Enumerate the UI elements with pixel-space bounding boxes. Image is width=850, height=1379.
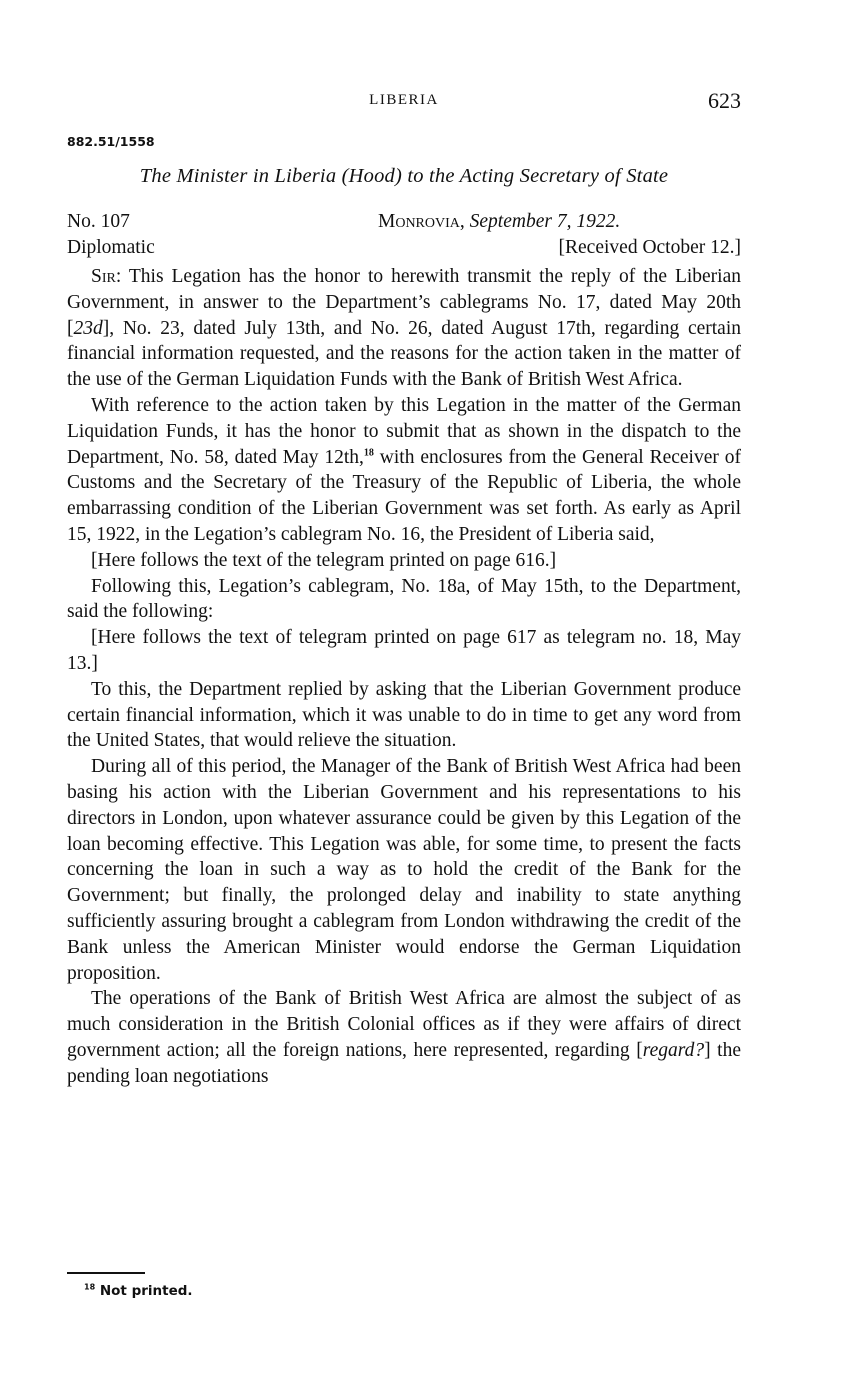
dispatch-number: No. 107 (67, 211, 130, 232)
editorial-insert: regard? (642, 1039, 705, 1061)
running-title: LIBERIA (369, 92, 439, 108)
paragraph: During all of this period, the Manager of the Bank of British West Africa had been basing his action with the Liberian Government and his representations to his directors in London, upon whatever assurance could be given by this Legation of the loan becoming effective. This Legation was able, for some time, to present the facts concerning the loan in such a way as to hold the credit of the Bank for the Government; but finally, the prolonged delay and inability to state anything sufficiently assuring brought a cablegram from London withdrawing the credit of the Bank unless the American Minister would endorse the German Liquidation proposition. (67, 756, 741, 984)
editorial-insert: 23d (73, 317, 103, 339)
paragraph-text: ], No. 23, dated July 13th, and No. 26, dated August 17th, regarding certain financial information requested, and the reasons for the action taken in the matter of the use of the German Liquidation Funds with the Bank of British West Africa. (67, 317, 741, 391)
document-heading: The Minister in Liberia (Hood) to the Acting Secretary of State (139, 165, 669, 187)
received-date: [Received October 12.] (558, 237, 741, 258)
paragraph-text: : This Legation has the honor to herewith transmit the reply of the Liberian Government, in answer to the Department’s cablegrams No. 17, dated May 20th [ (67, 266, 741, 339)
paragraph-text: With reference to the action taken by this Legation in the matter of the German Liquidation Funds, it has the honor to submit that as shown in the dispatch to the Department, No. 58, dated May 12th, (67, 394, 741, 468)
dispatch-place-date (378, 211, 620, 233)
footnote-reference: 18 (363, 447, 374, 459)
dispatch-date: September 7, 1922. (469, 211, 621, 232)
paragraph: To this, the Department replied by asking that the Liberian Government produce certain financial information, which it was unable to do in time to get any word from the United States, that would relieve the situation. (67, 678, 741, 752)
footnote-text: Not printed. (99, 1283, 193, 1299)
letter-body (67, 264, 741, 1090)
dispatch-category: Diplomatic (67, 237, 155, 258)
dispatch-place: Monrovia, (378, 211, 465, 232)
footnote-divider (67, 1272, 145, 1274)
footnote-number: 18 (84, 1282, 96, 1292)
paragraph-text: with enclosures from the General Receiver of Customs and the Secretary of the Treasury of the Republic of Liberia, the whole embarrassing condition of the Liberian Government was set forth. As early as April 15, 1922, in the Legation’s cablegram No. 16, the President of Liberia said, (67, 446, 741, 545)
footnote (84, 1283, 193, 1299)
dispatch-meta-row (67, 237, 741, 263)
running-head (67, 88, 741, 118)
paragraph: Following this, Legation’s cablegram, No. 18a, of May 15th, to the Department, said the following: (67, 575, 741, 623)
page-number: 623 (708, 88, 741, 113)
paragraph (67, 393, 741, 548)
paragraph (67, 986, 741, 1089)
paragraph-text: ] the pending loan negotiations (67, 1039, 742, 1087)
file-number: 882.51/1558 (67, 134, 155, 149)
salutation: Sir (91, 266, 116, 287)
dispatch-meta-row (67, 211, 741, 237)
paragraph (67, 264, 741, 393)
paragraph: [Here follows the text of telegram printed on page 617 as telegram no. 18, May 13.] (67, 627, 741, 674)
paragraph: [Here follows the text of the telegram printed on page 616.] (91, 549, 557, 571)
paragraph-text: The operations of the Bank of British West Africa are almost the subject of as much consideration in the British Colonial offices as if they were affairs of direct government action; all the foreign nations, here represented, regarding [ (67, 988, 741, 1061)
